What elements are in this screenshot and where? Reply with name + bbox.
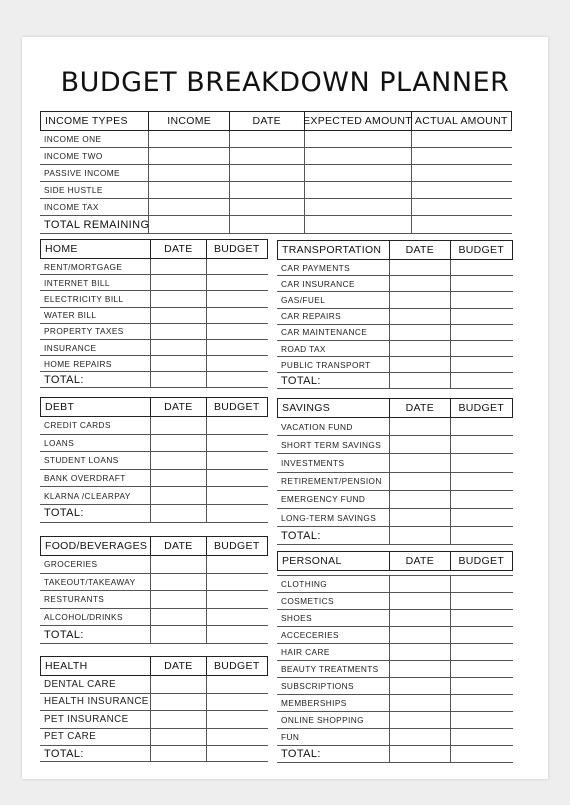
debt-row-label: KLARNA /CLEARPAY	[44, 490, 131, 501]
table-row	[40, 574, 268, 592]
table-row	[277, 576, 513, 593]
health-row-label: HEALTH INSURANCE	[44, 696, 149, 708]
transportation-row-label: CAR INSURANCE	[281, 278, 355, 289]
food-total-row	[40, 626, 268, 644]
savings-entry-cell[interactable]	[389, 509, 450, 526]
personal-total-row	[277, 746, 513, 763]
table-row	[40, 452, 268, 470]
food-header-food-beverages: FOOD/BEVERAGES	[45, 540, 148, 552]
table-row	[277, 260, 513, 276]
home-header-date: DATE	[150, 240, 206, 258]
debt-table	[40, 397, 268, 523]
debt-entry-cell[interactable]	[150, 470, 206, 487]
home-row-label: WATER BILL	[44, 310, 97, 321]
food-entry-cell[interactable]	[206, 556, 268, 573]
personal-entry-cell[interactable]	[389, 712, 450, 728]
personal-table	[277, 551, 513, 763]
income-total-cell[interactable]	[411, 216, 512, 233]
income-entry-cell[interactable]	[411, 131, 512, 147]
savings-entry-cell[interactable]	[389, 454, 450, 471]
savings-total-cell[interactable]	[450, 527, 513, 544]
debt-row-label: STUDENT LOANS	[44, 455, 119, 466]
personal-entry-cell[interactable]	[450, 678, 513, 694]
food-entry-cell[interactable]	[150, 609, 206, 626]
health-total-cell[interactable]	[206, 746, 268, 761]
table-row	[277, 593, 513, 610]
health-row-label: PET INSURANCE	[44, 713, 129, 725]
transportation-row-label: CAR PAYMENTS	[281, 262, 351, 273]
table-row	[277, 341, 513, 357]
table-row	[40, 182, 512, 199]
personal-entry-cell[interactable]	[389, 695, 450, 711]
home-row-label: HOME REPAIRS	[44, 358, 112, 369]
personal-entry-cell[interactable]	[389, 627, 450, 643]
income-header-row	[40, 111, 512, 131]
table-row	[277, 418, 513, 436]
income-entry-cell[interactable]	[229, 131, 304, 147]
transportation-entry-cell[interactable]	[450, 357, 513, 372]
home-header-home: HOME	[45, 243, 78, 255]
income-entry-cell[interactable]	[304, 148, 411, 164]
savings-header-date: DATE	[389, 399, 449, 417]
home-entry-cell[interactable]	[206, 324, 268, 339]
table-row	[40, 711, 268, 729]
personal-header-personal: PERSONAL	[282, 555, 342, 567]
food-header-date: DATE	[150, 537, 206, 555]
debt-entry-cell[interactable]	[206, 417, 268, 434]
table-row	[277, 473, 513, 491]
transportation-row-label: ROAD TAX	[281, 343, 326, 354]
table-row	[277, 729, 513, 746]
food-row-label: GROCERIES	[44, 559, 98, 570]
table-row	[40, 487, 268, 505]
savings-row-label: RETIREMENT/PENSION	[281, 476, 382, 487]
personal-entry-cell[interactable]	[389, 593, 450, 609]
health-entry-cell[interactable]	[206, 711, 268, 728]
income-entry-cell[interactable]	[229, 165, 304, 181]
income-entry-cell[interactable]	[148, 165, 229, 181]
health-header-health: HEALTH	[45, 660, 88, 672]
table-row	[40, 259, 268, 275]
income-entry-cell[interactable]	[411, 148, 512, 164]
personal-entry-cell[interactable]	[450, 661, 513, 677]
income-table	[40, 111, 512, 234]
personal-row-label: SHOES	[281, 613, 313, 623]
table-row	[277, 678, 513, 695]
health-header-date: DATE	[150, 657, 206, 675]
debt-total-cell[interactable]	[150, 505, 206, 522]
transportation-entry-cell[interactable]	[389, 309, 450, 324]
food-row-label: ALCOHOL/DRINKS	[44, 611, 123, 622]
home-row-label: RENT/MORTGAGE	[44, 261, 123, 272]
food-header-row	[40, 536, 268, 556]
debt-entry-cell[interactable]	[206, 435, 268, 452]
health-entry-cell[interactable]	[150, 729, 206, 746]
personal-header-date: DATE	[389, 552, 449, 570]
income-entry-cell[interactable]	[229, 199, 304, 215]
personal-entry-cell[interactable]	[450, 593, 513, 609]
table-row	[277, 292, 513, 308]
health-total-row	[40, 746, 268, 762]
table-row	[40, 199, 512, 216]
home-entry-cell[interactable]	[150, 308, 206, 323]
food-entry-cell[interactable]	[206, 609, 268, 626]
income-entry-cell[interactable]	[411, 182, 512, 198]
transportation-header-transportation: TRANSPORTATION	[282, 244, 382, 256]
transportation-entry-cell[interactable]	[450, 309, 513, 324]
debt-entry-cell[interactable]	[150, 452, 206, 469]
table-row	[40, 291, 268, 307]
table-row	[277, 491, 513, 509]
transportation-entry-cell[interactable]	[450, 276, 513, 291]
income-total-cell[interactable]	[229, 216, 304, 233]
income-entry-cell[interactable]	[304, 182, 411, 198]
debt-header-date: DATE	[150, 398, 206, 416]
income-row-label: PASSIVE INCOME	[44, 168, 120, 178]
debt-entry-cell[interactable]	[150, 435, 206, 452]
savings-entry-cell[interactable]	[450, 436, 513, 453]
health-entry-cell[interactable]	[206, 729, 268, 746]
debt-row-label: CREDIT CARDS	[44, 420, 111, 431]
personal-header-row	[277, 551, 513, 571]
page-title: BUDGET BREAKDOWN PLANNER	[60, 67, 510, 98]
transportation-table	[277, 240, 513, 389]
income-entry-cell[interactable]	[304, 199, 411, 215]
home-entry-cell[interactable]	[150, 275, 206, 290]
personal-entry-cell[interactable]	[450, 627, 513, 643]
food-table	[40, 536, 268, 644]
table-row	[40, 275, 268, 291]
home-entry-cell[interactable]	[206, 340, 268, 355]
savings-header-budget: BUDGET	[450, 399, 512, 417]
savings-row-label: EMERGENCY FUND	[281, 494, 366, 505]
savings-entry-cell[interactable]	[389, 491, 450, 508]
income-entry-cell[interactable]	[229, 182, 304, 198]
home-total-cell[interactable]	[206, 372, 268, 387]
income-entry-cell[interactable]	[304, 131, 411, 147]
table-row	[277, 661, 513, 678]
income-entry-cell[interactable]	[148, 199, 229, 215]
debt-header-budget: BUDGET	[206, 398, 267, 416]
home-entry-cell[interactable]	[206, 308, 268, 323]
savings-entry-cell[interactable]	[450, 509, 513, 526]
savings-entry-cell[interactable]	[450, 418, 513, 435]
food-entry-cell[interactable]	[150, 574, 206, 591]
table-row	[40, 556, 268, 574]
table-row	[40, 340, 268, 356]
health-header-budget: BUDGET	[206, 657, 267, 675]
table-row	[277, 357, 513, 373]
income-total-row	[40, 216, 512, 234]
home-row-label: ELECTRICITY BILL	[44, 293, 124, 304]
health-total-label: TOTAL:	[44, 747, 84, 760]
table-row	[40, 694, 268, 712]
personal-row-label: SUBSCRIPTIONS	[281, 681, 354, 691]
personal-row-label: ACCECERIES	[281, 630, 339, 640]
table-row	[40, 148, 512, 165]
health-entry-cell[interactable]	[150, 694, 206, 711]
transportation-row-label: CAR REPAIRS	[281, 311, 342, 322]
savings-total-row	[277, 527, 513, 545]
transportation-row-label: GAS/FUEL	[281, 294, 326, 305]
savings-entry-cell[interactable]	[450, 454, 513, 471]
income-entry-cell[interactable]	[148, 131, 229, 147]
food-entry-cell[interactable]	[206, 574, 268, 591]
debt-entry-cell[interactable]	[206, 470, 268, 487]
personal-entry-cell[interactable]	[450, 576, 513, 592]
personal-row-label: ONLINE SHOPPING	[281, 715, 364, 725]
savings-row-label: SHORT TERM SAVINGS	[281, 439, 382, 450]
income-entry-cell[interactable]	[148, 148, 229, 164]
home-header-row	[40, 239, 268, 259]
income-entry-cell[interactable]	[229, 148, 304, 164]
planner-page	[22, 37, 548, 779]
home-total-row	[40, 372, 268, 388]
income-row-label: INCOME ONE	[44, 134, 102, 144]
transportation-entry-cell[interactable]	[450, 260, 513, 275]
debt-total-label: TOTAL:	[44, 507, 84, 520]
home-row-label: INSURANCE	[44, 342, 97, 353]
table-row	[40, 131, 512, 148]
food-entry-cell[interactable]	[150, 556, 206, 573]
table-row	[277, 276, 513, 292]
personal-header-budget: BUDGET	[450, 552, 512, 570]
personal-entry-cell[interactable]	[450, 644, 513, 660]
food-total-cell[interactable]	[150, 626, 206, 643]
table-row	[277, 610, 513, 627]
transportation-row-label: PUBLIC TRANSPORT	[281, 359, 371, 370]
table-row	[40, 356, 268, 372]
home-entry-cell[interactable]	[206, 291, 268, 306]
savings-entry-cell[interactable]	[450, 473, 513, 490]
home-entry-cell[interactable]	[206, 259, 268, 274]
home-header-budget: BUDGET	[206, 240, 267, 258]
table-row	[277, 325, 513, 341]
personal-entry-cell[interactable]	[389, 661, 450, 677]
personal-entry-cell[interactable]	[389, 610, 450, 626]
savings-entry-cell[interactable]	[389, 473, 450, 490]
savings-total-cell[interactable]	[389, 527, 450, 544]
health-entry-cell[interactable]	[150, 711, 206, 728]
health-table	[40, 656, 268, 762]
transportation-entry-cell[interactable]	[389, 357, 450, 372]
personal-total-label: TOTAL:	[281, 748, 321, 760]
income-row-label: SIDE HUSTLE	[44, 185, 103, 195]
home-entry-cell[interactable]	[206, 275, 268, 290]
personal-row-label: HAIR CARE	[281, 647, 330, 657]
home-entry-cell[interactable]	[150, 259, 206, 274]
income-row-label: INCOME TWO	[44, 151, 103, 161]
income-row-label: INCOME TAX	[44, 202, 99, 212]
debt-header-row	[40, 397, 268, 417]
income-header-expected-amount: EXPECTED AMOUNT	[304, 112, 411, 130]
food-row-label: RESTURANTS	[44, 594, 105, 605]
food-total-cell[interactable]	[206, 626, 268, 643]
health-row-label: DENTAL CARE	[44, 678, 116, 690]
debt-total-row	[40, 505, 268, 523]
personal-row-label: COSMETICS	[281, 596, 334, 606]
health-total-cell[interactable]	[150, 746, 206, 761]
income-header-income-types: INCOME TYPES	[45, 115, 128, 127]
food-total-label: TOTAL:	[44, 628, 84, 641]
personal-entry-cell[interactable]	[450, 712, 513, 728]
debt-row-label: LOANS	[44, 437, 75, 448]
income-entry-cell[interactable]	[304, 165, 411, 181]
home-total-label: TOTAL:	[44, 373, 84, 386]
table-row	[277, 712, 513, 729]
table-row	[277, 627, 513, 644]
table-row	[277, 454, 513, 472]
transportation-entry-cell[interactable]	[389, 292, 450, 307]
health-entry-cell[interactable]	[150, 676, 206, 693]
transportation-total-cell[interactable]	[389, 373, 450, 388]
table-row	[40, 470, 268, 488]
transportation-entry-cell[interactable]	[450, 325, 513, 340]
personal-entry-cell[interactable]	[389, 729, 450, 745]
personal-row-label: BEAUTY TREATMENTS	[281, 664, 379, 674]
table-row	[40, 417, 268, 435]
table-row	[40, 435, 268, 453]
home-entry-cell[interactable]	[150, 291, 206, 306]
home-entry-cell[interactable]	[150, 340, 206, 355]
transportation-header-row	[277, 240, 513, 260]
savings-table	[277, 398, 513, 545]
food-row-label: TAKEOUT/TAKEAWAY	[44, 576, 136, 587]
personal-row-label: MEMBERSHIPS	[281, 698, 347, 708]
table-row	[40, 165, 512, 182]
transportation-header-date: DATE	[389, 241, 449, 259]
table-row	[277, 309, 513, 325]
debt-header-debt: DEBT	[45, 401, 75, 413]
savings-header-row	[277, 398, 513, 418]
table-row	[40, 729, 268, 747]
personal-total-cell[interactable]	[389, 746, 450, 762]
food-entry-cell[interactable]	[206, 591, 268, 608]
income-total-cell[interactable]	[148, 216, 229, 233]
transportation-entry-cell[interactable]	[450, 292, 513, 307]
transportation-total-cell[interactable]	[450, 373, 513, 388]
income-entry-cell[interactable]	[148, 182, 229, 198]
transportation-entry-cell[interactable]	[450, 341, 513, 356]
table-row	[40, 676, 268, 694]
savings-entry-cell[interactable]	[450, 491, 513, 508]
table-row	[277, 644, 513, 661]
debt-entry-cell[interactable]	[206, 452, 268, 469]
health-header-row	[40, 656, 268, 676]
debt-entry-cell[interactable]	[150, 417, 206, 434]
income-header-actual-amount: ACTUAL AMOUNT	[411, 112, 511, 130]
table-row	[277, 436, 513, 454]
debt-total-cell[interactable]	[206, 505, 268, 522]
debt-entry-cell[interactable]	[206, 487, 268, 504]
personal-row-label: CLOTHING	[281, 579, 328, 589]
health-row-label: PET CARE	[44, 731, 97, 743]
income-header-date: DATE	[229, 112, 304, 130]
table-row	[277, 695, 513, 712]
income-entry-cell[interactable]	[411, 199, 512, 215]
savings-header-savings: SAVINGS	[282, 402, 331, 414]
personal-entry-cell[interactable]	[389, 678, 450, 694]
personal-entry-cell[interactable]	[450, 729, 513, 745]
food-header-budget: BUDGET	[206, 537, 267, 555]
home-entry-cell[interactable]	[150, 324, 206, 339]
transportation-entry-cell[interactable]	[389, 325, 450, 340]
income-total-cell[interactable]	[304, 216, 411, 233]
home-table	[40, 239, 268, 388]
debt-entry-cell[interactable]	[150, 487, 206, 504]
income-total-label: TOTAL REMAINING	[44, 218, 150, 231]
savings-total-label: TOTAL:	[281, 529, 321, 542]
table-row	[40, 591, 268, 609]
home-total-cell[interactable]	[150, 372, 206, 387]
table-row	[40, 609, 268, 627]
table-row	[277, 509, 513, 527]
transportation-row-label: CAR MAINTENANCE	[281, 327, 368, 338]
personal-entry-cell[interactable]	[450, 610, 513, 626]
transportation-entry-cell[interactable]	[389, 260, 450, 275]
personal-row-label: FUN	[281, 732, 300, 742]
personal-entry-cell[interactable]	[389, 576, 450, 592]
savings-row-label: LONG-TERM SAVINGS	[281, 512, 377, 523]
savings-entry-cell[interactable]	[389, 418, 450, 435]
home-entry-cell[interactable]	[150, 356, 206, 371]
savings-row-label: VACATION FUND	[281, 421, 353, 432]
savings-entry-cell[interactable]	[389, 436, 450, 453]
home-row-label: INTERNET BILL	[44, 277, 110, 288]
food-entry-cell[interactable]	[150, 591, 206, 608]
transportation-entry-cell[interactable]	[389, 276, 450, 291]
transportation-header-budget: BUDGET	[450, 241, 512, 259]
transportation-total-row	[277, 373, 513, 389]
income-entry-cell[interactable]	[411, 165, 512, 181]
personal-entry-cell[interactable]	[389, 644, 450, 660]
savings-row-label: INVESTMENTS	[281, 457, 345, 468]
transportation-entry-cell[interactable]	[389, 341, 450, 356]
table-row	[40, 324, 268, 340]
personal-entry-cell[interactable]	[450, 695, 513, 711]
table-row	[40, 308, 268, 324]
home-row-label: PROPERTY TAXES	[44, 326, 124, 337]
transportation-total-label: TOTAL:	[281, 374, 321, 387]
debt-row-label: BANK OVERDRAFT	[44, 473, 126, 484]
personal-total-cell[interactable]	[450, 746, 513, 762]
health-entry-cell[interactable]	[206, 676, 268, 693]
income-header-income: INCOME	[148, 112, 229, 130]
health-entry-cell[interactable]	[206, 694, 268, 711]
home-entry-cell[interactable]	[206, 356, 268, 371]
